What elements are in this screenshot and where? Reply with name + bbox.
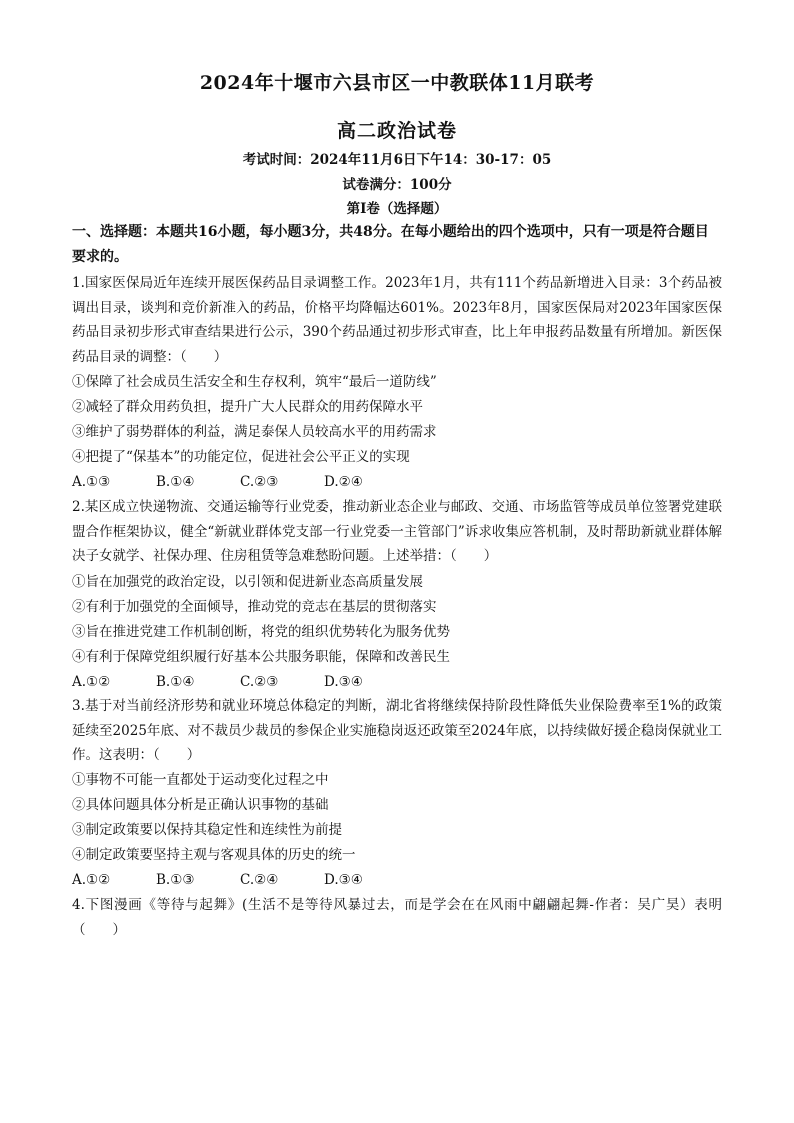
answer-a: A.①② (72, 674, 111, 690)
exam-title: 2024年十堰市六县市区一中教联体11月联考 (199, 72, 595, 94)
question-1-stem: 1.国家医保局近年连续开展医保药品目录调整工作。2023年1月，共有111个药品新增进入目录：3个药品被调出目录，谈判和竞价新准入的药品，价格平均降幅达601%。2023年8月，国家医保局对2023年国家医保药品目录初步形式审查结果进行公示，390个药品通过初步形式审查，比上年申报药品数量有所增加。新医保药品目录的调整：（ ） (72, 275, 722, 365)
question-2-option-2: ②有利于加强党的全面倾导，推动党的竞志在基层的贯彻落实 (72, 599, 437, 615)
answer-a: A.①③ (72, 474, 111, 490)
answer-c: C.②④ (240, 872, 279, 888)
answer-c: C.②③ (240, 674, 279, 690)
question-3-option-4: ④制定政策要坚持主观与客观具体的历史的统一 (72, 847, 356, 863)
question-1-option-2: ②减轻了群众用药负担，提升广大人民群众的用药保障水平 (72, 399, 423, 415)
question-2-stem: 2.某区成立快递物流、交通运输等行业党委，推动新业态企业与邮政、交通、市场监管等成员单位签署党建联盟合作框架协议，健全“新就业群体党支部一行业党委一主管部门”诉求收集应答机制，及时帮助新就业群体解决子女就学、社保办理、住房租赁等急难愁盼问题。上述举措：（ ） (72, 499, 722, 564)
question-3-option-2: ②具体问题具体分析是正确认识事物的基础 (72, 797, 329, 813)
answer-b: B.①④ (156, 474, 195, 490)
question-1-answers (72, 470, 408, 494)
question-2-option-4: ④有利于保障党组织履行好基本公共服务职能，保障和改善民生 (72, 649, 450, 665)
question-2-option-1: ①旨在加强党的政治定设，以引领和促进新业态高质量发展 (72, 574, 423, 590)
section-heading: 一、选择题：本题共16小题，每小题3分，共48分。在每小题给出的四个选项中，只有一项是符合题目要求的。 (72, 224, 709, 265)
question-2-answers (72, 670, 408, 694)
question-1-option-1: ①保障了社会成员生活安全和生存权利，筑牢“最后一道防线” (72, 374, 437, 390)
answer-d: D.③④ (324, 674, 363, 690)
question-3-option-1: ①事物不可能一直都处于运动变化过程之中 (72, 772, 329, 788)
answer-b: B.①④ (156, 674, 195, 690)
answer-b: B.①③ (156, 872, 195, 888)
answer-a: A.①② (72, 872, 111, 888)
question-2-option-3: ③旨在推进党建工作机制创断，将党的组织优势转化为服务优势 (72, 624, 450, 640)
volume-heading: 第Ⅰ卷（选择题） (346, 201, 448, 217)
question-3-option-3: ③制定政策要以保持其稳定性和连续性为前提 (72, 822, 342, 838)
question-1-option-3: ③维护了弱势群体的利益，满足泰保人员较高水平的用药需求 (72, 424, 437, 440)
exam-time: 考试时间：2024年11月6日下午14：30-17：05 (242, 152, 552, 168)
question-4-stem: 4.下图漫画《等待与起舞》(生活不是等待风暴过去，而是学会在在风雨中翩翩起舞-作者：吴广昊）表明（ ） (72, 897, 722, 938)
question-3-answers (72, 868, 408, 892)
exam-subtitle: 高二政治试卷 (336, 120, 457, 142)
answer-d: D.②④ (324, 474, 363, 490)
answer-d: D.③④ (324, 872, 363, 888)
question-3-stem: 3.基于对当前经济形势和就业环境总体稳定的判断，湖北省将继续保持阶段性降低失业保险费率至1%的政策延续至2025年底、对不裁员少裁员的参保企业实施稳岗返还政策至2024年底，以持续做好援企稳岗保就业工作。这表明：（ ） (72, 698, 722, 763)
answer-c: C.②③ (240, 474, 279, 490)
question-1-option-4: ④把提了“保基本”的功能定位，促进社会公平正义的实现 (72, 449, 410, 465)
full-score: 试卷满分：100分 (342, 177, 452, 193)
